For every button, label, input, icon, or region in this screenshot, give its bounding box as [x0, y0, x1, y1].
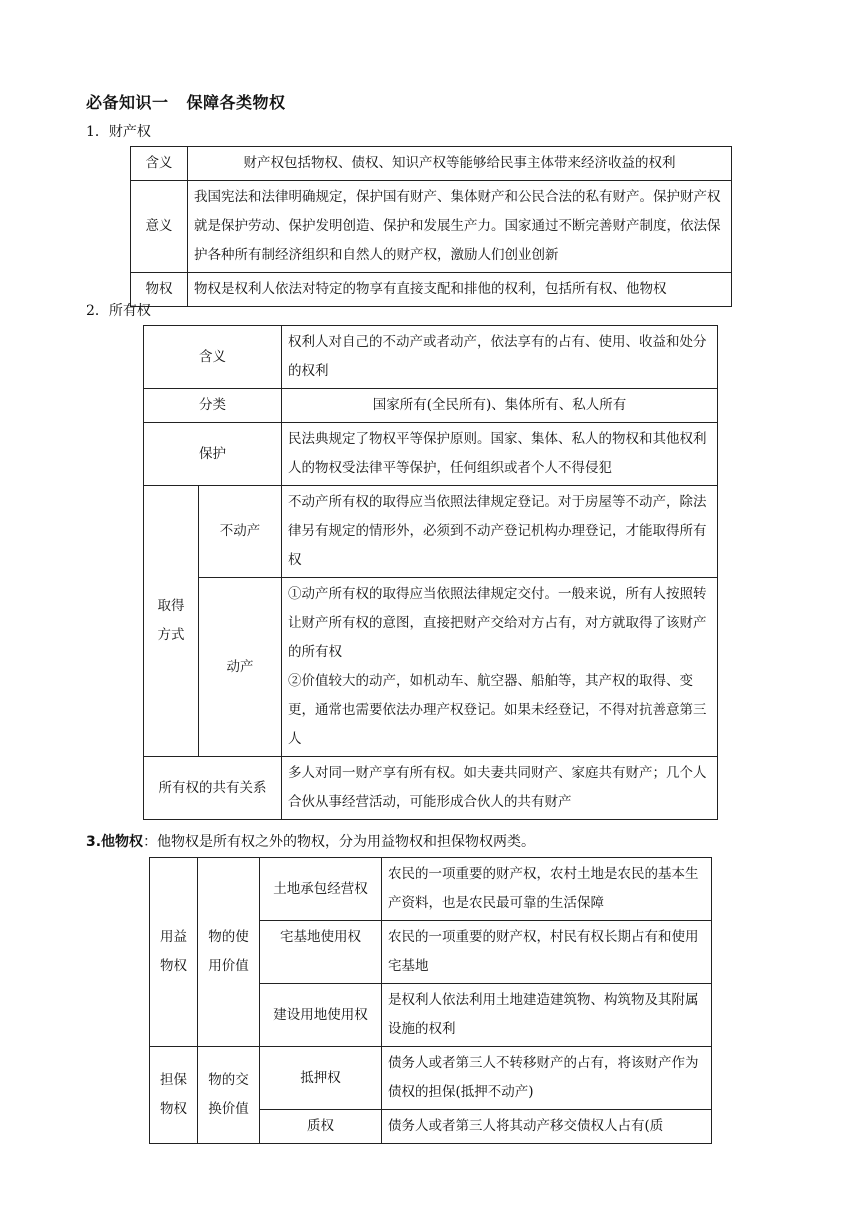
movable-point-1: ①动产所有权的取得应当依照法律规定交付。一般来说，所有人按照转让财产所有权的意图，直接把财产交给对方占有，对方就取得了该财产的所有权: [288, 586, 707, 660]
property-right-table: [130, 146, 732, 307]
row-content: 民法典规定了物权平等保护原则。国家、集体、私人的物权和其他权利人的物权受法律平等保护，任何组织或者个人不得侵犯: [282, 423, 718, 486]
row-label: 动产: [199, 578, 282, 757]
exchange-value-line-2: 换价值: [208, 1101, 249, 1117]
section-title-text: 保障各类物权: [186, 93, 286, 112]
table-row: [144, 578, 718, 757]
row-content: 国家所有(全民所有)、集体所有、私人所有: [282, 389, 718, 423]
row-label: 保护: [144, 423, 282, 486]
table-row: [144, 326, 718, 389]
acquire-label: [144, 486, 199, 757]
acquire-label-line-1: 取得: [157, 598, 185, 614]
table-row: [144, 423, 718, 486]
other-rights-table: [149, 857, 712, 1144]
row-label: 抵押权: [260, 1047, 382, 1110]
row-label: 含义: [144, 326, 282, 389]
use-value-line-2: 用价值: [208, 958, 249, 974]
ownership-table: [143, 325, 718, 820]
section-title-prefix: 必备知识一: [86, 93, 169, 112]
usufruct-label-line-2: 物权: [160, 958, 187, 974]
use-value-line-1: 物的使: [208, 929, 249, 945]
exchange-value-label: [198, 1047, 260, 1144]
table-row: [131, 147, 732, 181]
table-row: [150, 858, 712, 921]
row-label: 所有权的共有关系: [144, 757, 282, 820]
row-label: 不动产: [199, 486, 282, 578]
row-content: [282, 578, 718, 757]
row-label: 意义: [131, 181, 188, 273]
row-content: 是权利人依法利用土地建造建筑物、构筑物及其附属设施的权利: [382, 984, 712, 1047]
movable-point-2: ②价值较大的动产，如机动车、航空器、船舶等，其产权的取得、变更，通常也需要依法办理产权登记。如果未经登记，不得对抗善意第三人: [288, 673, 707, 747]
security-label-line-1: 担保: [160, 1072, 187, 1088]
heading-other-rights-text: ：他物权是所有权之外的物权，分为用益物权和担保物权两类。: [143, 834, 536, 850]
heading-other-rights-bold: 3.他物权: [86, 834, 144, 850]
table-row: [144, 486, 718, 578]
exchange-value-line-1: 物的交: [208, 1072, 249, 1088]
row-content: 不动产所有权的取得应当依照法律规定登记。对于房屋等不动产，除法律另有规定的情形外，必须到不动产登记机构办理登记，才能取得所有权: [282, 486, 718, 578]
security-label-line-2: 物权: [160, 1101, 187, 1117]
section-title: [86, 90, 286, 113]
row-content: 财产权包括物权、债权、知识产权等能够给民事主体带来经济收益的权利: [188, 147, 732, 181]
usufruct-label-line-1: 用益: [160, 929, 187, 945]
row-content: 权利人对自己的不动产或者动产，依法享有的占有、使用、收益和处分的权利: [282, 326, 718, 389]
row-content: 债务人或者第三人不转移财产的占有，将该财产作为债权的担保(抵押不动产): [382, 1047, 712, 1110]
row-content: 物权是权利人依法对特定的物享有直接支配和排他的权利，包括所有权、他物权: [188, 273, 732, 307]
acquire-label-line-2: 方式: [157, 627, 185, 643]
table-row: [131, 181, 732, 273]
heading-property-right: 1．财产权: [86, 124, 151, 140]
row-content: 债务人或者第三人将其动产移交债权人占有(质: [382, 1110, 712, 1144]
row-content: 农民的一项重要的财产权，村民有权长期占有和使用宅基地: [382, 921, 712, 984]
heading-other-rights: [86, 831, 535, 851]
heading-ownership: 2．所有权: [86, 303, 151, 319]
row-label: 物权: [131, 273, 188, 307]
table-row: [150, 1047, 712, 1110]
row-label: 土地承包经营权: [260, 858, 382, 921]
use-value-label: [198, 858, 260, 1047]
row-label: 宅基地使用权: [260, 921, 382, 984]
row-label: 含义: [131, 147, 188, 181]
row-content: 农民的一项重要的财产权，农村土地是农民的基本生产资料，也是农民最可靠的生活保障: [382, 858, 712, 921]
row-label: 分类: [144, 389, 282, 423]
row-label: 建设用地使用权: [260, 984, 382, 1047]
security-label: [150, 1047, 198, 1144]
table-row: [144, 757, 718, 820]
usufruct-label: [150, 858, 198, 1047]
row-content: 我国宪法和法律明确规定，保护国有财产、集体财产和公民合法的私有财产。保护财产权就是保护劳动、保护发明创造、保护和发展生产力。国家通过不断完善财产制度，依法保护各种所有制经济组织和自然人的财产权，激励人们创业创新: [188, 181, 732, 273]
table-row: [131, 273, 732, 307]
table-row: [144, 389, 718, 423]
row-content: 多人对同一财产享有所有权。如夫妻共同财产、家庭共有财产；几个人合伙从事经营活动，可能形成合伙人的共有财产: [282, 757, 718, 820]
row-label: 质权: [260, 1110, 382, 1144]
